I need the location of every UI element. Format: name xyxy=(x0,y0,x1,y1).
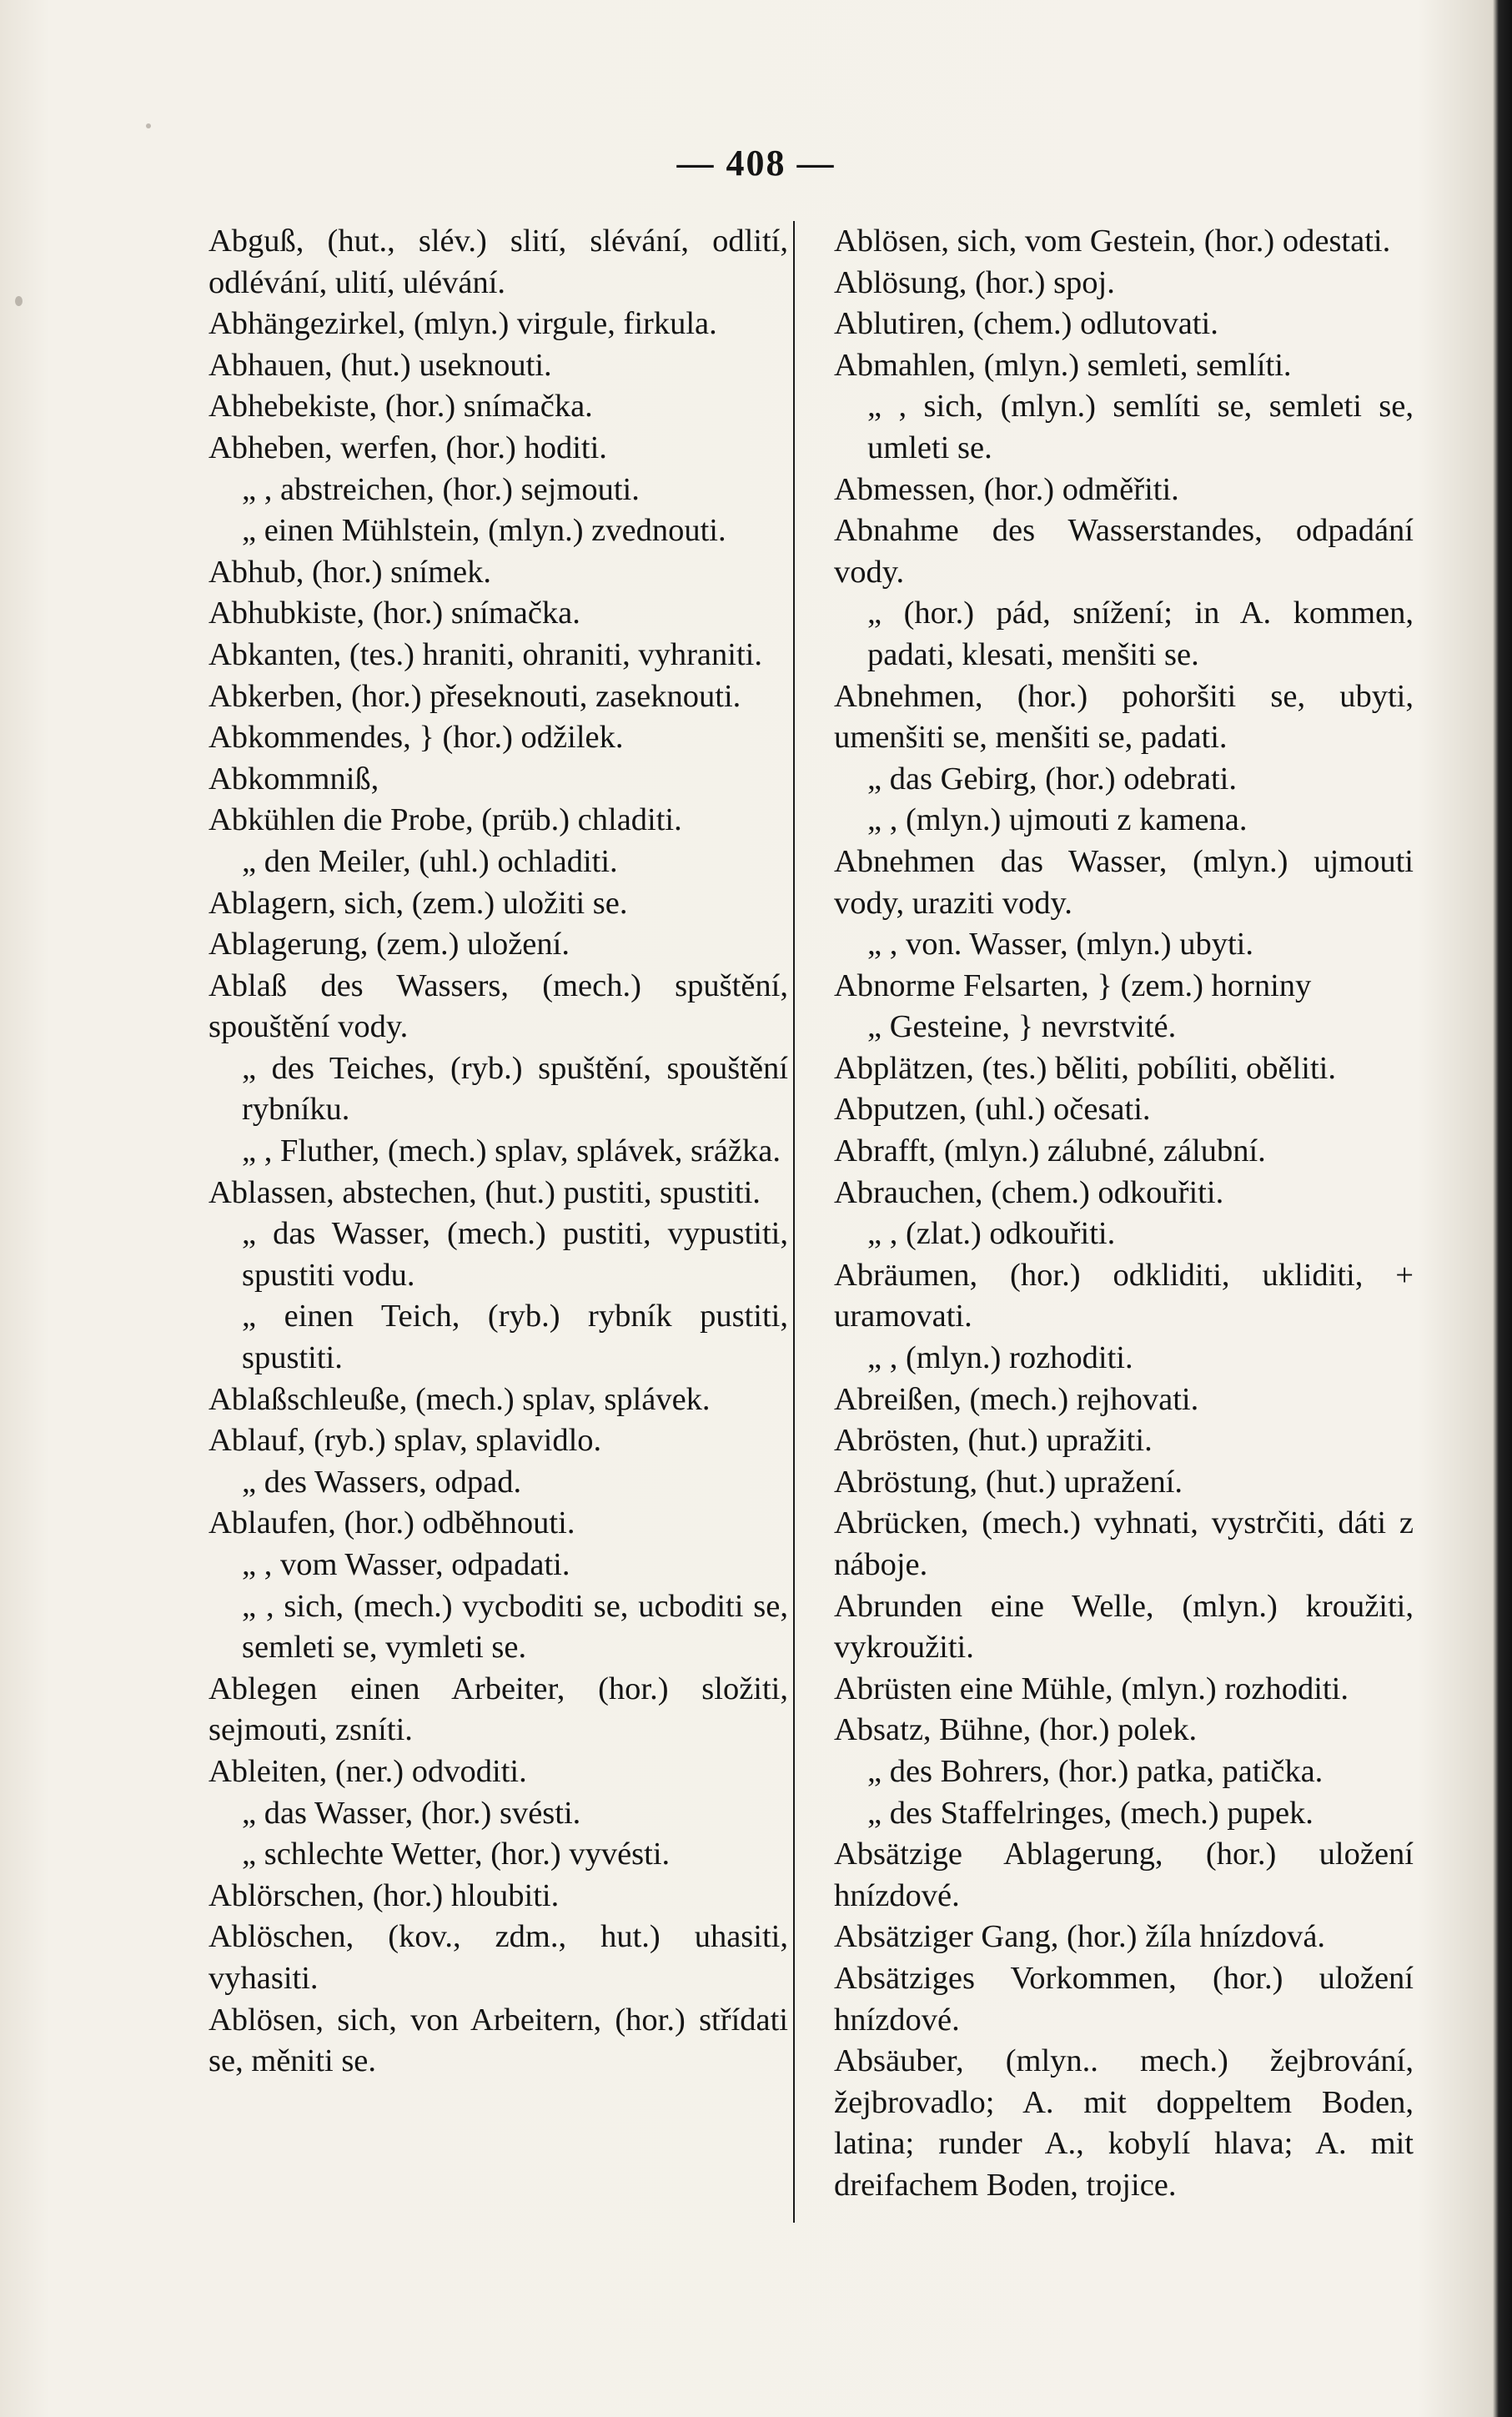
dictionary-entry: „ einen Teich, (ryb.) rybník pustiti, spustiti. xyxy=(242,1299,788,1376)
dictionary-entry: „ , vom Wasser, odpadati. xyxy=(242,1547,570,1582)
dictionary-entry: Abrösten, (hut.) upražiti. xyxy=(834,1423,1153,1459)
dictionary-entry: Abkerben, (hor.) přeseknouti, zaseknouti. xyxy=(208,678,741,714)
dictionary-entry: „ des Bohrers, (hor.) patka, patička. xyxy=(867,1753,1324,1789)
dictionary-entry: „ den Meiler, (uhl.) ochladiti. xyxy=(242,843,618,879)
dictionary-entry: Abkommniß, xyxy=(208,761,379,796)
dictionary-entry: Absatz, Bühne, (hor.) polek. xyxy=(834,1712,1198,1748)
dictionary-entry: Ablaßschleuße, (mech.) splav, splávek. xyxy=(208,1381,711,1417)
dictionary-entry: Abrüsten eine Mühle, (mlyn.) rozhoditi. xyxy=(834,1671,1349,1706)
dictionary-entry: „ des Staffelringes, (mech.) pupek. xyxy=(867,1795,1314,1831)
right-column xyxy=(834,221,1414,2223)
dictionary-entry: „ , abstreichen, (hor.) sejmouti. xyxy=(242,471,640,507)
dictionary-entry: „ , (zlat.) odkouřiti. xyxy=(867,1216,1116,1252)
dictionary-entry: „ , Fluther, (mech.) splav, splávek, srážka. xyxy=(242,1133,781,1169)
dictionary-entry: Abguß, (hut., slév.) slití, slévání, odlití, odlévání, ulití, ulévání. xyxy=(208,224,788,300)
dictionary-entry: „ , sich, (mlyn.) semlíti se, semleti se, umleti se. xyxy=(867,389,1414,465)
dictionary-entry: „ , von. Wasser, (mlyn.) ubyti. xyxy=(867,927,1253,962)
dictionary-entry: Abrücken, (mech.) vyhnati, vystrčiti, dáti z náboje. xyxy=(834,1505,1414,1582)
dictionary-entry: Ablassen, abstechen, (hut.) pustiti, spustiti. xyxy=(208,1174,761,1210)
dictionary-entry: Abhubkiste, (hor.) snímačka. xyxy=(208,595,580,631)
dictionary-entry: Abhub, (hor.) snímek. xyxy=(208,554,491,590)
dictionary-entry: Ablaufen, (hor.) odběhnouti. xyxy=(208,1505,575,1541)
paper-speck xyxy=(146,123,151,128)
column-divider xyxy=(793,221,795,2223)
dictionary-entry: Ablagern, sich, (zem.) uložiti se. xyxy=(208,885,628,921)
dictionary-entry: „ das Wasser, (hor.) svésti. xyxy=(242,1795,581,1831)
dictionary-entry: Abröstung, (hut.) upražení. xyxy=(834,1464,1183,1500)
dictionary-entry: „ des Teiches, (ryb.) spuštění, spouštění rybníku. xyxy=(242,1050,788,1128)
dictionary-entry: Abkühlen die Probe, (prüb.) chladiti. xyxy=(208,802,682,838)
dictionary-entry: Ablutiren, (chem.) odlutovati. xyxy=(834,306,1218,342)
dictionary-entry: Abnahme des Wasserstandes, odpadání vody. xyxy=(834,513,1414,590)
dictionary-entry: Abhauen, (hut.) useknouti. xyxy=(208,347,552,383)
dictionary-entry: Ablörschen, (hor.) hloubiti. xyxy=(208,1877,560,1913)
dictionary-entry: Abkommendes, } (hor.) odžilek. xyxy=(208,720,624,756)
dictionary-entry: Ablauf, (ryb.) splav, splavidlo. xyxy=(208,1423,602,1459)
dictionary-entry: „ das Wasser, (mech.) pustiti, vypustiti, spustiti vodu. xyxy=(242,1216,788,1293)
dictionary-entry: „ , (mlyn.) rozhoditi. xyxy=(867,1340,1133,1376)
dictionary-entry: Abräumen, (hor.) odkliditi, ukliditi, + uramovati. xyxy=(834,1257,1414,1334)
dictionary-entry: Abnorme Felsarten, } (zem.) horniny xyxy=(834,967,1312,1003)
dictionary-entry: „ das Gebirg, (hor.) odebrati. xyxy=(867,761,1237,796)
left-column xyxy=(208,221,788,2223)
dictionary-entry: Abnehmen, (hor.) pohoršiti se, ubyti, umenšiti se, menšiti se, padati. xyxy=(834,678,1414,756)
dictionary-entry: Abkanten, (tes.) hraniti, ohraniti, vyhraniti. xyxy=(208,636,762,672)
dictionary-entry: Absätziger Gang, (hor.) žíla hnízdová. xyxy=(834,1919,1326,1955)
dictionary-entry: Ablösen, sich, von Arbeitern, (hor.) střídati se, měniti se. xyxy=(208,2002,788,2079)
dictionary-entry: „ , sich, (mech.) vycboditi se, ucboditi se, semleti se, vymleti se. xyxy=(242,1588,788,1666)
dictionary-entry: Ablöschen, (kov., zdm., hut.) uhasiti, vyhasiti. xyxy=(208,1919,788,1996)
dictionary-entry: Abhebekiste, (hor.) snímačka. xyxy=(208,389,593,425)
dictionary-entry: „ Gesteine, } nevrstvité. xyxy=(867,1009,1177,1045)
dictionary-entry: Abmessen, (hor.) odměřiti. xyxy=(834,471,1179,507)
dictionary-entry: Abrafft, (mlyn.) zálubné, zálubní. xyxy=(834,1133,1266,1169)
paper-speck xyxy=(15,296,23,306)
dictionary-entry: „ (hor.) pád, snížení; in A. kommen, padati, klesati, menšiti se. xyxy=(867,595,1414,672)
dictionary-entry: Abhängezirkel, (mlyn.) virgule, firkula. xyxy=(208,306,717,342)
dictionary-entry: Abmahlen, (mlyn.) semleti, semlíti. xyxy=(834,347,1292,383)
dictionary-entry: Abputzen, (uhl.) očesati. xyxy=(834,1092,1151,1128)
dictionary-entry: Absäuber, (mlyn.. mech.) žejbrování, žejbrovadlo; A. mit doppeltem Boden, latina; runder A., kobylí hlava; A. mit dreifachem Boden, trojice. xyxy=(834,2043,1414,2203)
dictionary-entry: Abreißen, (mech.) rejhovati. xyxy=(834,1381,1199,1417)
dictionary-entry: Abrauchen, (chem.) odkouřiti. xyxy=(834,1174,1224,1210)
dictionary-entry: Ablaß des Wassers, (mech.) spuštění, spouštění vody. xyxy=(208,967,788,1045)
dictionary-entry: „ , (mlyn.) ujmouti z kamena. xyxy=(867,802,1248,838)
dictionary-entry: Ablösen, sich, vom Gestein, (hor.) odestati. xyxy=(834,224,1391,259)
dictionary-entry: Ablegen einen Arbeiter, (hor.) složiti, sejmouti, zsníti. xyxy=(208,1671,788,1748)
dictionary-entry: „ einen Mühlstein, (mlyn.) zvednouti. xyxy=(242,513,726,549)
dictionary-entry: „ des Wassers, odpad. xyxy=(242,1464,522,1500)
page-number: — 408 — xyxy=(676,143,836,183)
dictionary-entry: Abplätzen, (tes.) běliti, pobíliti, oběliti. xyxy=(834,1050,1336,1086)
dictionary-entry: Ableiten, (ner.) odvoditi. xyxy=(208,1753,527,1789)
dictionary-entry: Absätziges Vorkommen, (hor.) uložení hnízdové. xyxy=(834,1960,1414,2038)
dictionary-entry: Abheben, werfen, (hor.) hoditi. xyxy=(208,430,607,465)
dictionary-entry: „ schlechte Wetter, (hor.) vyvésti. xyxy=(242,1837,671,1872)
dictionary-entry: Ablagerung, (zem.) uložení. xyxy=(208,927,570,962)
dictionary-entry: Abrunden eine Welle, (mlyn.) kroužiti, vykroužiti. xyxy=(834,1588,1414,1666)
dictionary-entry: Abnehmen das Wasser, (mlyn.) ujmouti vody, uraziti vody. xyxy=(834,843,1414,921)
dictionary-entry: Absätzige Ablagerung, (hor.) uložení hnízdové. xyxy=(834,1837,1414,1913)
dictionary-entry: Ablösung, (hor.) spoj. xyxy=(834,264,1115,300)
